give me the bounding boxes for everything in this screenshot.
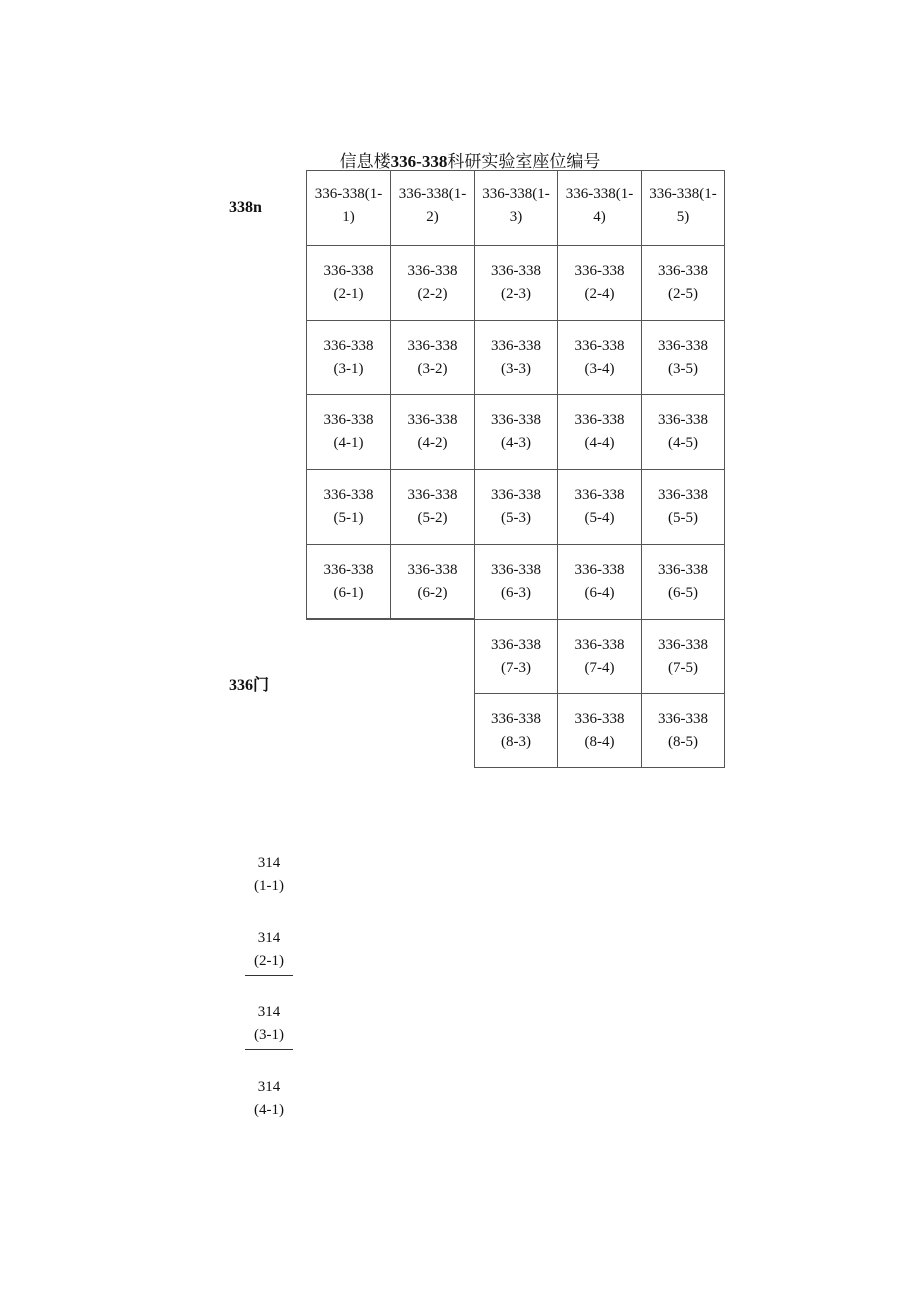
seat-room-text: 336-338 bbox=[407, 262, 458, 279]
seat-room-text: 336-338(1- bbox=[482, 186, 550, 202]
seat-room-text: 336-338 bbox=[658, 337, 708, 354]
seat-position-text: (2-3) bbox=[501, 285, 531, 302]
seat-room-text: 336-338 bbox=[658, 487, 708, 503]
seat-position-text: (2-5) bbox=[668, 285, 698, 302]
page-title bbox=[250, 147, 690, 172]
seat-room-text: 336-338(1- bbox=[314, 186, 383, 202]
seat-room-text: 336-338 bbox=[658, 412, 708, 429]
seat-cell bbox=[390, 170, 474, 245]
seat-cell bbox=[306, 170, 390, 245]
seat-position-text: (7-5) bbox=[668, 659, 698, 676]
seat-cell bbox=[641, 619, 725, 694]
seat-room-text: 336-338 bbox=[491, 711, 541, 728]
seat-position-text: (7-4) bbox=[584, 659, 615, 676]
seat-position-text: (8-4) bbox=[584, 734, 615, 751]
seat-cell bbox=[557, 619, 641, 694]
seat-cell bbox=[306, 394, 390, 469]
seat-position-text: (5-5) bbox=[668, 510, 698, 526]
seat-room-text: 336-338 bbox=[491, 636, 541, 653]
seat-cell bbox=[474, 544, 557, 619]
seat-position-text: (2-1) bbox=[333, 285, 364, 302]
seat-position-text: 3) bbox=[509, 209, 523, 225]
seat-room-text: 336-338 bbox=[574, 487, 625, 503]
seat-position-text: (3-1) bbox=[333, 360, 364, 377]
seat-cell bbox=[557, 469, 641, 544]
seat-position-text: (3-4) bbox=[584, 360, 615, 377]
seat-cell bbox=[557, 320, 641, 395]
seat-room-text: 336-338(1- bbox=[565, 186, 634, 202]
seat-room-text: 336-338 bbox=[323, 561, 374, 578]
seat-grid-336-338 bbox=[306, 170, 725, 768]
empty-area bbox=[306, 619, 390, 694]
seat-cell bbox=[474, 693, 557, 768]
seat-position-text: (5-3) bbox=[501, 510, 531, 526]
seat-room-text: 336-338 bbox=[658, 636, 708, 653]
door-label-336: 336门 bbox=[229, 677, 270, 694]
seat-cell bbox=[641, 320, 725, 395]
seat-cell bbox=[474, 245, 557, 320]
seat-position-text: (8-3) bbox=[501, 734, 531, 751]
seat-position-text: (3-2) bbox=[417, 360, 448, 377]
seat-room-text: 336-338 bbox=[491, 412, 541, 429]
seat-room-text: 336-338 bbox=[574, 711, 625, 728]
seat-position-text: (4-1) bbox=[333, 435, 364, 452]
seat-position-text: (4-4) bbox=[584, 435, 615, 452]
seat-room-text: 336-338 bbox=[407, 337, 458, 354]
seat-position-text: 2) bbox=[426, 209, 439, 225]
seat-cell bbox=[474, 170, 557, 245]
seat-314-item bbox=[245, 1001, 293, 1076]
seat-cell bbox=[557, 693, 641, 768]
seat-cell bbox=[306, 544, 390, 619]
seat-cell bbox=[306, 469, 390, 544]
seat-room-text: 336-338 bbox=[491, 487, 541, 503]
seat-position-text: (2-4) bbox=[584, 285, 615, 302]
seat-cell bbox=[390, 544, 474, 619]
seat-position-text: (4-5) bbox=[668, 435, 698, 452]
seat-cell bbox=[641, 693, 725, 768]
seat-room-text: 336-338 bbox=[574, 337, 625, 354]
seat-room-text: 314 bbox=[257, 1078, 281, 1095]
seat-room-text: 336-338(1- bbox=[649, 186, 717, 202]
seat-position-text: (6-2) bbox=[417, 584, 448, 601]
seat-room-text: 336-338 bbox=[658, 262, 708, 279]
seat-position-text: (3-5) bbox=[668, 360, 698, 377]
seat-cell bbox=[390, 320, 474, 395]
seat-position-text: (4-2) bbox=[417, 435, 448, 452]
seat-room-text: 314 bbox=[257, 1004, 281, 1020]
seat-position-text: (7-3) bbox=[501, 659, 531, 676]
seat-room-text: 336-338 bbox=[574, 636, 625, 653]
seat-cell bbox=[641, 469, 725, 544]
seat-314-item bbox=[245, 1076, 293, 1151]
seat-cell bbox=[474, 394, 557, 469]
seat-cell bbox=[641, 245, 725, 320]
seat-room-text: 336-338 bbox=[574, 412, 625, 429]
seat-cell bbox=[641, 544, 725, 619]
seat-position-text: (3-3) bbox=[501, 360, 531, 377]
seat-cell bbox=[474, 469, 557, 544]
seat-room-text: 336-338 bbox=[574, 561, 625, 578]
seat-cell bbox=[390, 469, 474, 544]
seat-cell bbox=[641, 170, 725, 245]
seat-room-text: 314 bbox=[257, 855, 281, 871]
seat-position-text: (5-2) bbox=[417, 510, 448, 526]
seat-position-text: 1) bbox=[342, 209, 355, 225]
seat-position-text: (8-5) bbox=[668, 734, 698, 751]
seat-room-text: 336-338(1- bbox=[398, 186, 467, 202]
empty-area bbox=[390, 693, 474, 768]
empty-area bbox=[390, 619, 474, 694]
seat-position-text: (6-5) bbox=[668, 584, 698, 601]
seat-cell bbox=[390, 245, 474, 320]
seat-cell bbox=[557, 394, 641, 469]
seat-room-text: 336-338 bbox=[491, 262, 541, 279]
seat-position-text: (2-1) bbox=[245, 950, 293, 976]
title-suffix: 科研实验室座位编号 bbox=[447, 152, 601, 171]
seat-position-text: (2-2) bbox=[417, 285, 448, 302]
seat-314-item bbox=[245, 852, 293, 927]
seat-cell bbox=[474, 320, 557, 395]
seat-room-text: 336-338 bbox=[323, 412, 374, 429]
seat-position-text: 5) bbox=[676, 209, 690, 225]
empty-area bbox=[306, 693, 390, 768]
seat-cell bbox=[557, 544, 641, 619]
seat-room-text: 336-338 bbox=[574, 262, 625, 279]
seat-cell bbox=[557, 170, 641, 245]
seat-cell bbox=[390, 394, 474, 469]
seat-cell bbox=[641, 394, 725, 469]
seat-room-text: 336-338 bbox=[407, 412, 458, 429]
seat-room-text: 336-338 bbox=[491, 337, 541, 354]
seat-position-text: (1-1) bbox=[254, 878, 284, 894]
seat-list-314 bbox=[245, 852, 293, 1150]
seat-314-item bbox=[245, 927, 293, 1002]
seat-room-text: 336-338 bbox=[323, 487, 374, 503]
seat-room-text: 336-338 bbox=[491, 561, 541, 578]
seat-position-text: (5-1) bbox=[333, 510, 364, 526]
seat-cell bbox=[306, 320, 390, 395]
seat-position-text: (3-1) bbox=[245, 1024, 293, 1050]
title-prefix: 信息楼 bbox=[339, 152, 391, 171]
seat-position-text: (6-1) bbox=[333, 584, 364, 601]
seat-cell bbox=[474, 619, 557, 694]
seat-room-text: 336-338 bbox=[323, 337, 374, 354]
seat-position-text: (4-3) bbox=[501, 435, 531, 452]
seat-cell bbox=[557, 245, 641, 320]
seat-room-text: 336-338 bbox=[658, 561, 708, 578]
seat-position-text: (4-1) bbox=[254, 1101, 284, 1118]
seat-position-text: (6-3) bbox=[501, 584, 531, 601]
seat-room-text: 336-338 bbox=[407, 561, 458, 578]
seat-room-text: 336-338 bbox=[407, 487, 458, 503]
seat-room-text: 336-338 bbox=[658, 711, 708, 728]
door-label-338: 338n bbox=[229, 199, 262, 216]
seat-position-text: (5-4) bbox=[584, 510, 615, 526]
seat-room-text: 314 bbox=[257, 929, 281, 946]
seat-position-text: 4) bbox=[593, 209, 606, 225]
seat-room-text: 336-338 bbox=[323, 262, 374, 279]
title-room-range: 336-338 bbox=[390, 152, 448, 171]
seat-position-text: (6-4) bbox=[584, 584, 615, 601]
seat-cell bbox=[306, 245, 390, 320]
